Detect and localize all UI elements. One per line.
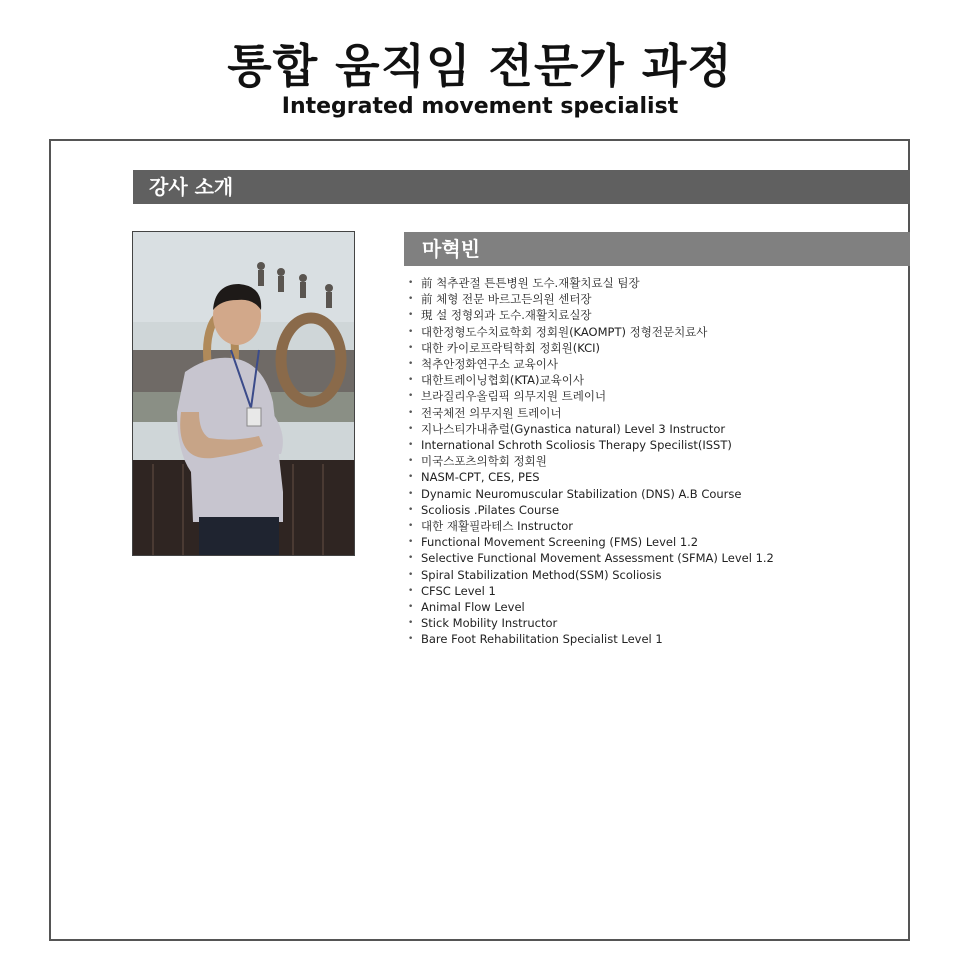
list-item: • 대한 재활필라테스 Instructor xyxy=(408,518,774,534)
list-item: • 대한트레이닝협회(KTA)교육이사 xyxy=(408,372,774,388)
list-item: • 대한정형도수치료학회 정회원(KAOMPT) 정형전문치료사 xyxy=(408,324,774,340)
list-item: • 現 설 정형외과 도수.재활치료실장 xyxy=(408,307,774,323)
list-item: • 前 체형 전문 바르고든의원 센터장 xyxy=(408,291,774,307)
credential-list xyxy=(408,275,774,648)
section-label: 강사 소개 xyxy=(149,175,234,199)
page-title: 통합 움직임 전문가 과정 xyxy=(227,39,733,93)
list-item: • 전국체전 의무지원 트레이너 xyxy=(408,405,774,421)
list-item: • Scoliosis .Pilates Course xyxy=(408,502,774,518)
list-item: • Dynamic Neuromuscular Stabilization (DNS) A.B Course xyxy=(408,486,774,502)
list-item: • Animal Flow Level xyxy=(408,599,774,615)
list-item: • 브라질리우올림픽 의무지원 트레이너 xyxy=(408,388,774,404)
list-item: • Spiral Stabilization Method(SSM) Scoliosis xyxy=(408,567,774,583)
list-item: • Bare Foot Rehabilitation Specialist Level 1 xyxy=(408,631,774,647)
list-item: • Functional Movement Screening (FMS) Level 1.2 xyxy=(408,534,774,550)
list-item: • Selective Functional Movement Assessment (SFMA) Level 1.2 xyxy=(408,550,774,566)
list-item: • 척추안정화연구소 교육이사 xyxy=(408,356,774,372)
list-item: • NASM-CPT, CES, PES xyxy=(408,469,774,485)
list-item: • International Schroth Scoliosis Therapy Specilist(ISST) xyxy=(408,437,774,453)
list-item: • 지나스티가내츄럴(Gynastica natural) Level 3 Instructor xyxy=(408,421,774,437)
instructor-photo xyxy=(132,231,355,556)
instructor-name-bar xyxy=(404,232,910,266)
list-item: • 前 척추관절 튼튼병원 도수.재활치료실 팀장 xyxy=(408,275,774,291)
section-header xyxy=(133,170,910,204)
photo-illustration xyxy=(133,232,355,556)
list-item: • Stick Mobility Instructor xyxy=(408,615,774,631)
list-item: • 대한 카이로프락틱학회 정회원(KCI) xyxy=(408,340,774,356)
list-item: • 미국스포츠의학회 정회원 xyxy=(408,453,774,469)
instructor-name: 마혁빈 xyxy=(422,237,480,261)
page-subtitle: Integrated movement specialist xyxy=(281,94,679,119)
list-item: • CFSC Level 1 xyxy=(408,583,774,599)
